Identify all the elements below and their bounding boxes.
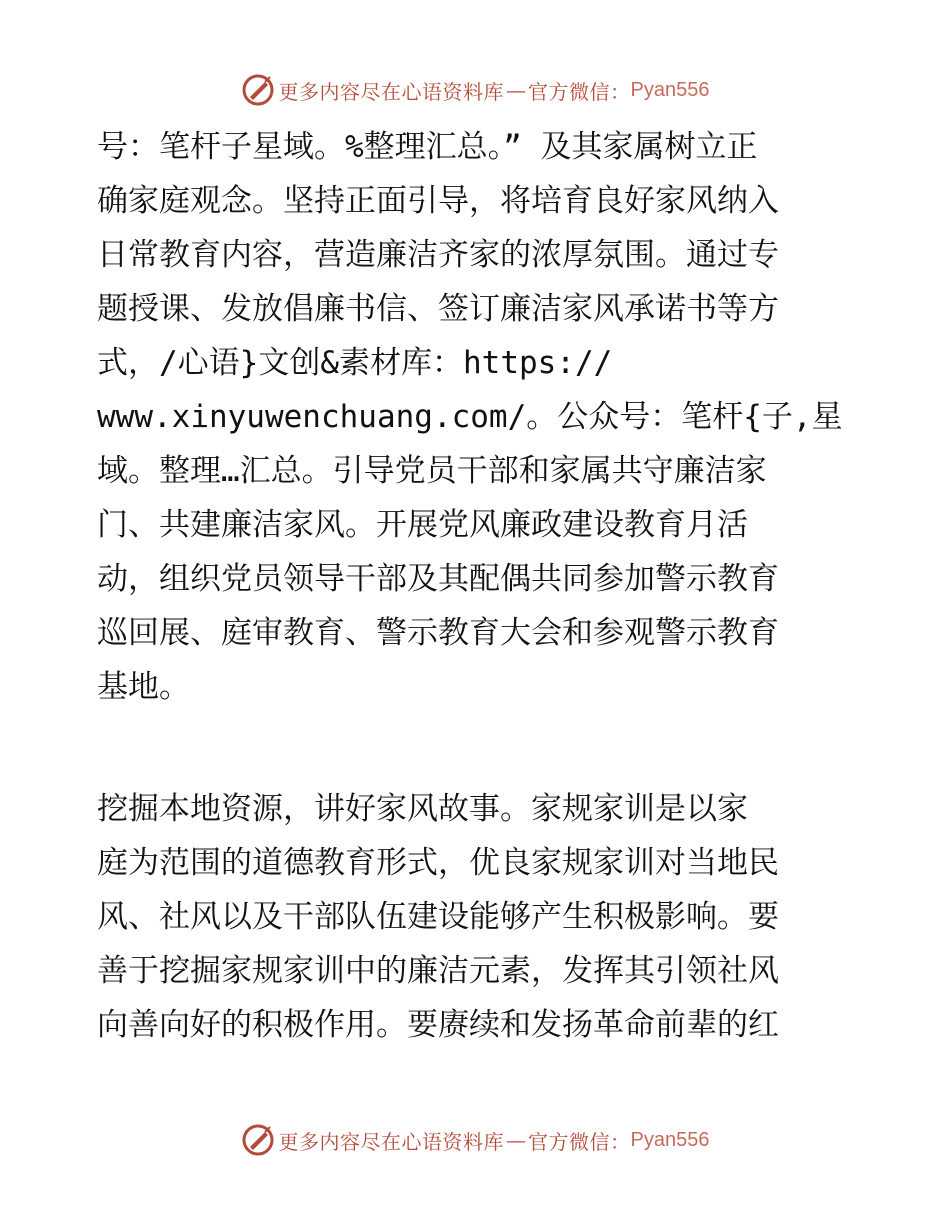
footer-separator: — <box>506 1128 527 1152</box>
text-line: 域。整理…汇总。引导党员干部和家属共守廉洁家 <box>97 453 767 489</box>
header-wechat-id: Pyan556 <box>630 78 710 101</box>
text-line: 挖掘本地资源，讲好家风故事。家规家训是以家 <box>97 791 748 827</box>
text-line: 基地。 <box>97 669 190 705</box>
header-wechat-label: 官方微信： <box>528 79 631 104</box>
body-paragraph-2 <box>97 782 857 1052</box>
text-line: 式，/心语}文创&素材库：https:// <box>97 345 613 381</box>
footer-brand-text: 更多内容尽在心语资料库 <box>278 1129 505 1154</box>
footer-wechat-id: Pyan556 <box>630 1128 710 1151</box>
text-line: 题授课、发放倡廉书信、签订廉洁家风承诺书等方 <box>97 291 779 327</box>
footer-watermark <box>0 1120 950 1160</box>
header-brand-text: 更多内容尽在心语资料库 <box>278 79 505 104</box>
text-line: www.xinyuwenchuang.com/。公众号：笔杆{子,星 <box>97 399 843 435</box>
body-paragraph-1 <box>97 120 857 714</box>
text-line: 善于挖掘家规家训中的廉洁元素，发挥其引领社风 <box>97 953 779 989</box>
text-line: 门、共建廉洁家风。开展党风廉政建设教育月活 <box>97 507 748 543</box>
text-line: 动，组织党员领导干部及其配偶共同参加警示教育 <box>97 561 779 597</box>
footer-wechat-label: 官方微信： <box>528 1129 631 1154</box>
header-watermark <box>0 70 950 110</box>
text-line: 向善向好的积极作用。要赓续和发扬革命前辈的红 <box>97 1007 779 1043</box>
text-line: 庭为范围的道德教育形式，优良家规家训对当地民 <box>97 845 779 881</box>
text-line: 确家庭观念。坚持正面引导，将培育良好家风纳入 <box>97 183 779 219</box>
text-line: 风、社风以及干部队伍建设能够产生积极影响。要 <box>97 899 779 935</box>
header-separator: — <box>506 78 527 102</box>
text-line: 号：笔杆子星域。%整理汇总。” 及其家属树立正 <box>97 129 758 165</box>
brand-logo-icon <box>241 1123 275 1157</box>
text-line: 日常教育内容，营造廉洁齐家的浓厚氛围。通过专 <box>97 237 779 273</box>
brand-logo-icon <box>241 73 275 107</box>
text-line: 巡回展、庭审教育、警示教育大会和参观警示教育 <box>97 615 779 651</box>
